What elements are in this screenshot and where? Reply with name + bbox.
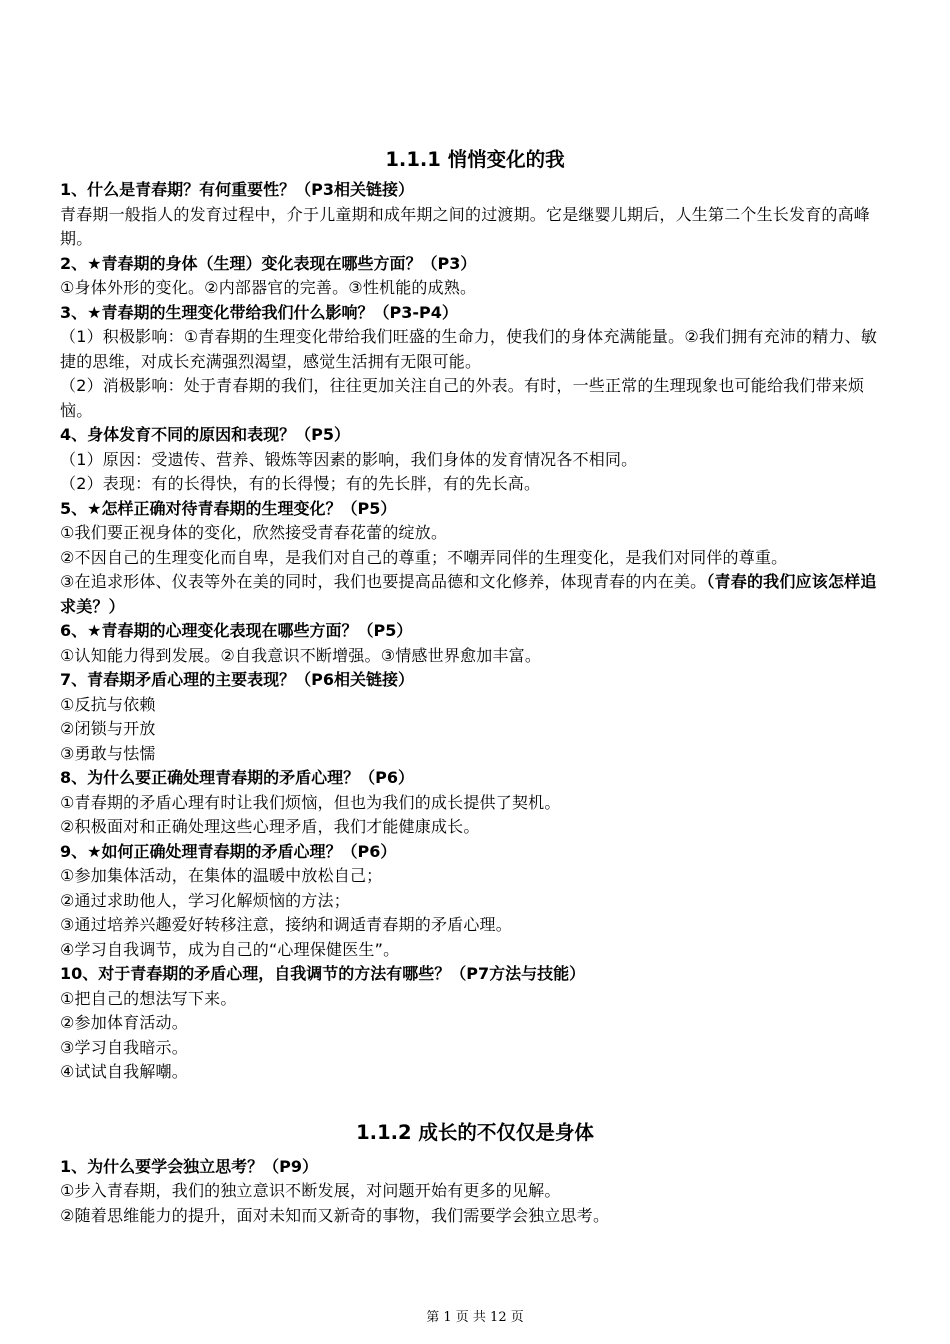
answer-line: 青春期一般指人的发育过程中，介于儿童期和成年期之间的过渡期。它是继婴儿期后，人生第二个生长发育的高峰期。 bbox=[60, 204, 871, 248]
answer-text: ③在追求形体、仪表等外在美的同时，我们也要提高品德和文化修养，体现青春的内在美。 bbox=[60, 572, 707, 591]
answer-line: （2）表现：有的长得快，有的长得慢；有的先长胖，有的先长高。 bbox=[60, 474, 541, 493]
answer-line: ③学习自我暗示。 bbox=[60, 1037, 188, 1057]
answer-line: ③通过培养兴趣爱好转移注意，接纳和调适青春期的矛盾心理。 bbox=[60, 915, 512, 934]
section-2-body bbox=[60, 1155, 890, 1229]
answer-line: ②积极面对和正确处理这些心理矛盾，我们才能健康成长。 bbox=[60, 817, 480, 836]
question-heading: 2、★青春期的身体（生理）变化表现在哪些方面？（P3） bbox=[60, 253, 477, 273]
answer-line: ①把自己的想法写下来。 bbox=[60, 988, 237, 1008]
bold-note: （青春的我们应该怎样追求美？） bbox=[60, 572, 877, 616]
answer-line: ②通过求助他人，学习化解烦恼的方法； bbox=[60, 890, 350, 910]
answer-line: ②不因自己的生理变化而自卑，是我们对自己的尊重；不嘲弄同伴的生理变化，是我们对同伴的尊重。 bbox=[60, 547, 788, 567]
answer-line: ①反抗与依赖 bbox=[60, 694, 156, 714]
answer-line: ②闭锁与开放 bbox=[60, 719, 156, 738]
question-heading: 3、★青春期的生理变化带给我们什么影响？（P3-P4） bbox=[60, 302, 458, 322]
question-heading: 5、★怎样正确对待青春期的生理变化？（P5） bbox=[60, 498, 397, 518]
section-title: 1.1.2 成长的不仅仅是身体 bbox=[356, 1120, 594, 1144]
answer-line: ③勇敢与怯懦 bbox=[60, 743, 156, 763]
section-title: 1.1.1 悄悄变化的我 bbox=[385, 148, 565, 171]
question-heading: 1、什么是青春期？有何重要性？（P3相关链接） bbox=[60, 180, 414, 199]
answer-line: ②参加体育活动。 bbox=[60, 1013, 188, 1032]
answer-line: （2）消极影响：处于青春期的我们，往往更加关注自己的外表。有时，一些正常的生理现象也可能给我们带来烦恼。 bbox=[60, 376, 865, 420]
question-heading: 4、身体发育不同的原因和表现？（P5） bbox=[60, 425, 350, 444]
answer-line: ①参加集体活动，在集体的温暖中放松自己； bbox=[60, 866, 383, 885]
answer-line: （1）积极影响：①青春期的生理变化带给我们旺盛的生命力，使我们的身体充满能量。②我们拥有充沛的精力、敏捷的思维，对成长充满强烈渴望，感觉生活拥有无限可能。 bbox=[60, 327, 878, 371]
answer-line: ①认知能力得到发展。②自我意识不断增强。③情感世界愈加丰富。 bbox=[60, 645, 542, 665]
question-heading: 7、青春期矛盾心理的主要表现？（P6相关链接） bbox=[60, 670, 414, 689]
question-heading: 1、为什么要学会独立思考？（P9） bbox=[60, 1156, 318, 1176]
answer-line: ①身体外形的变化。②内部器官的完善。③性机能的成熟。 bbox=[60, 278, 477, 297]
answer-line: ②随着思维能力的提升，面对未知而又新奇的事物，我们需要学会独立思考。 bbox=[60, 1205, 610, 1225]
question-heading: 9、★如何正确处理青春期的矛盾心理？（P6） bbox=[60, 841, 397, 861]
page-footer: 第 1 页 共 12 页 bbox=[426, 1310, 524, 1325]
answer-line: ①步入青春期，我们的独立意识不断发展，对问题开始有更多的见解。 bbox=[60, 1181, 561, 1200]
answer-line: （1）原因：受遗传、营养、锻炼等因素的影响，我们身体的发育情况各不相同。 bbox=[60, 449, 638, 469]
question-heading: 6、★青春期的心理变化表现在哪些方面？（P5） bbox=[60, 621, 413, 640]
answer-line: ④试试自我解嘲。 bbox=[60, 1062, 188, 1081]
answer-line: ①我们要正视身体的变化，欣然接受青春花蕾的绽放。 bbox=[60, 523, 448, 542]
question-heading: 10、对于青春期的矛盾心理，自我调节的方法有哪些？（P7方法与技能） bbox=[60, 964, 586, 983]
answer-line: ④学习自我调节，成为自己的“心理保健医生”。 bbox=[60, 939, 400, 959]
question-heading: 8、为什么要正确处理青春期的矛盾心理？（P6） bbox=[60, 768, 414, 787]
answer-line: ①青春期的矛盾心理有时让我们烦恼，但也为我们的成长提供了契机。 bbox=[60, 792, 561, 812]
section-1-body bbox=[60, 178, 890, 1085]
answer-line bbox=[60, 570, 890, 619]
